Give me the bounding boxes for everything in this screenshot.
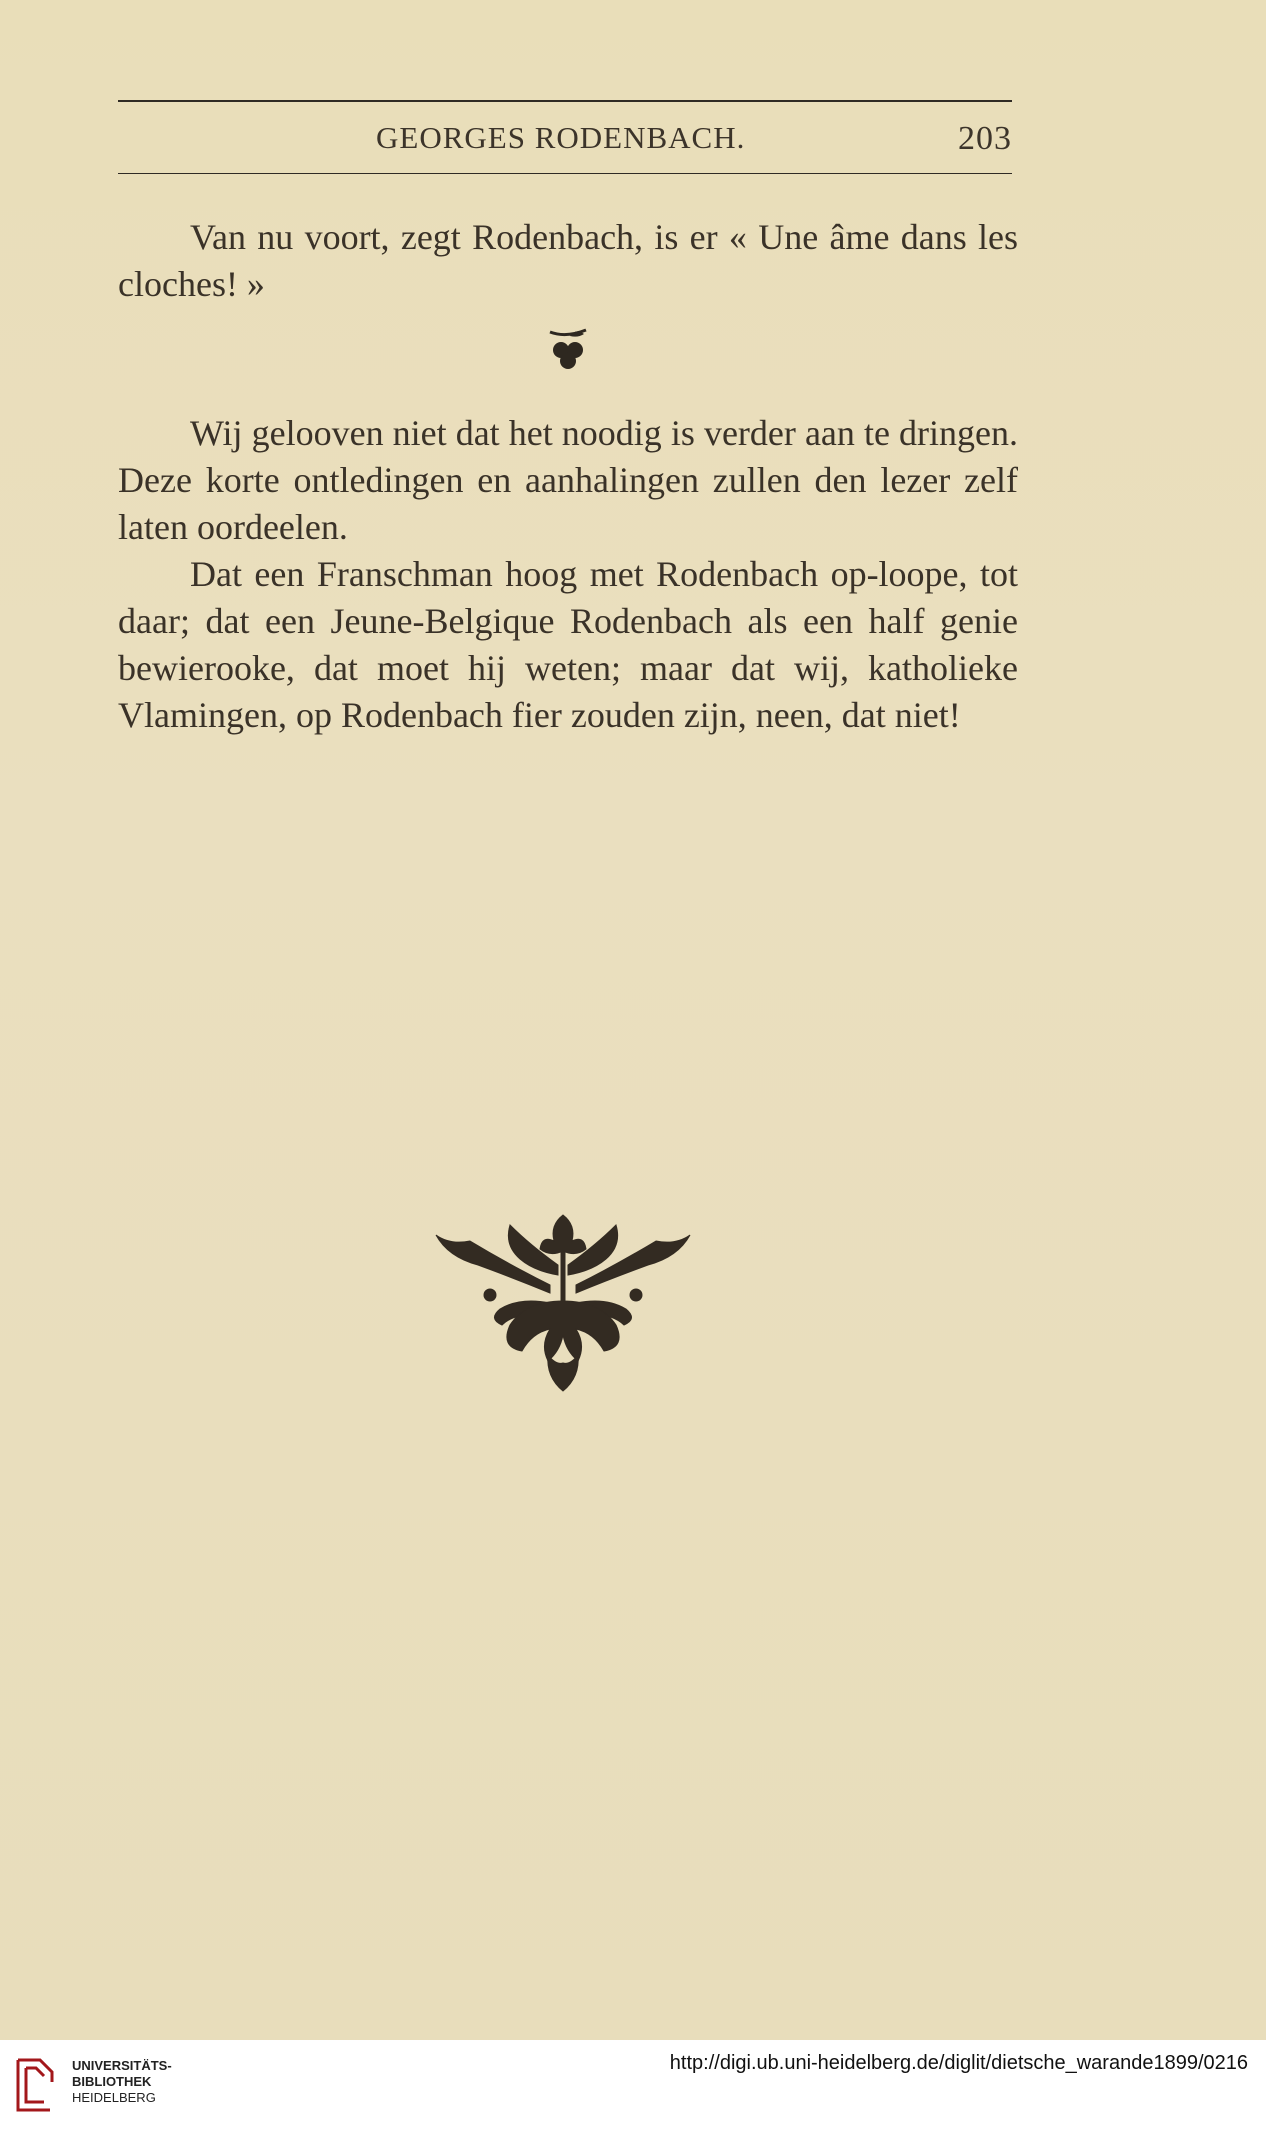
digitization-footer [0,2040,1266,2131]
header-bottom-rule [118,173,1012,174]
paragraph-2: Wij gelooven niet dat het noodig is verder aan te dringen. Deze korte ontledingen en aanhalingen zullen den lezer zelf laten oordeelen. [118,413,1018,547]
floral-tailpiece-ornament-icon [430,1205,696,1395]
running-head [118,116,1012,166]
library-line-1: UNIVERSITÄTS- [72,2058,172,2073]
body-text-upper [118,214,1018,308]
header-top-rule [118,100,1012,102]
trefoil-leaf-ornament-icon [540,326,596,374]
paragraph-1: Van nu voort, zegt Rodenbach, is er « Une âme dans les cloches! » [118,217,1018,304]
library-line-3: HEIDELBERG [72,2090,156,2105]
paragraph-3: Dat een Franschman hoog met Rodenbach op-loope, tot daar; dat een Jeune-Belgique Rodenbach als een half genie bewierooke, dat moet hij weten; maar dat wij, katholieke Vlamingen, op Rodenbach fier zouden zijn, neen, dat niet! [118,554,1018,735]
running-title: GEORGES RODENBACH. [376,120,746,155]
library-name [72,2058,172,2106]
university-library-logo-icon [14,2052,58,2118]
source-url-link[interactable]: http://digi.ub.uni-heidelberg.de/diglit/dietsche_warande1899/0216 [669,2052,1248,2074]
body-text-lower [118,410,1018,739]
library-line-2: BIBLIOTHEK [72,2074,152,2089]
page-number: 203 [958,120,1012,157]
